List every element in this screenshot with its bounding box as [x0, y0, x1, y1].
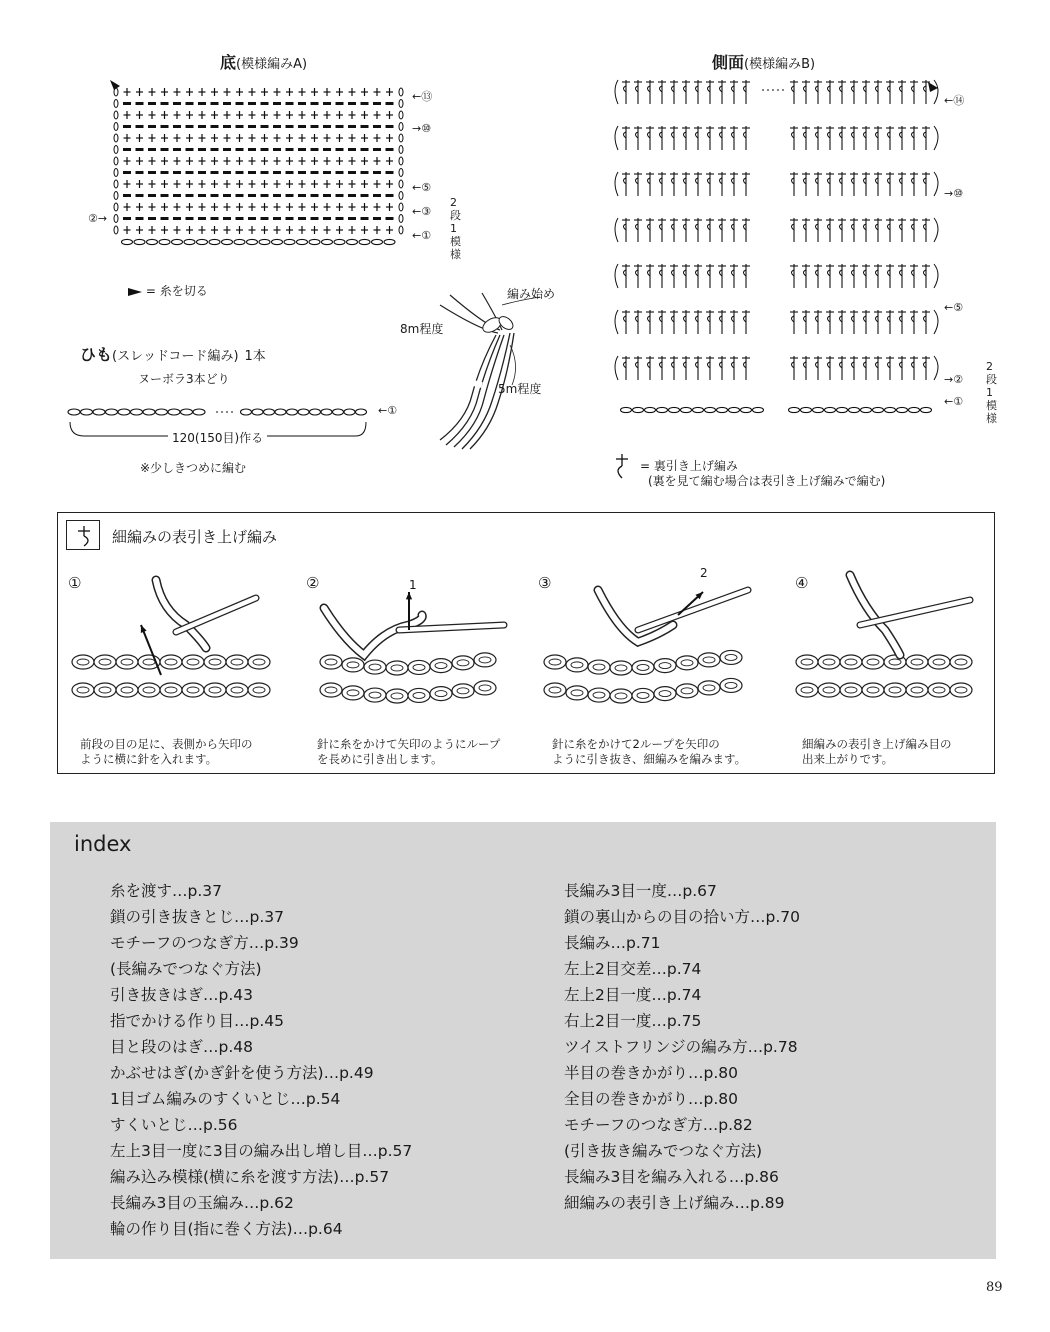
chain-stitch	[909, 407, 920, 412]
fabric-stitch	[588, 688, 610, 702]
bottom-row-label-13: ←⑬	[412, 90, 433, 103]
chain-stitch	[849, 407, 860, 412]
fabric-stitch	[204, 683, 226, 697]
turning-chain	[615, 264, 618, 288]
cord-yarn: ヌーボラ3本どり	[138, 372, 230, 386]
step-1-number: ①	[68, 574, 82, 592]
chain-stitch	[801, 407, 812, 412]
chain-stitch	[310, 409, 321, 415]
side-legend-line2: (裏を見て編む場合は表引き上げ編みで編む)	[648, 474, 886, 488]
fabric-stitch	[116, 683, 138, 697]
side-subtitle: (模様編みB)	[744, 57, 816, 72]
chain-stitch	[372, 239, 383, 244]
step-2-number: ②	[306, 574, 320, 592]
chain-stitch	[252, 409, 263, 415]
fabric-stitch	[950, 655, 972, 669]
bottom-row-label-3: ←③	[412, 205, 432, 218]
cut-triangle-icon	[128, 288, 142, 296]
chain-stitch	[359, 239, 370, 244]
bottom-row-label-2: ②→	[88, 212, 108, 225]
fabric-stitch	[248, 655, 270, 669]
step-2-caption-line1: 針に糸をかけて矢印のようにループ	[317, 737, 501, 751]
step-2-illustration	[314, 570, 514, 730]
chain-stitch	[143, 409, 155, 415]
chain-stitch	[873, 407, 884, 412]
bottom-row-label-10: →⑩	[412, 122, 432, 135]
fabric-stitch	[452, 656, 474, 670]
side-repeat-label: 2段1模様	[986, 360, 997, 425]
chain-stitch	[193, 409, 205, 415]
index-entry: 鎖の引き抜きとじ…p.37	[110, 908, 284, 926]
chain-stitch	[81, 409, 93, 415]
fabric-stitch	[698, 653, 720, 667]
turning-chain	[399, 88, 403, 96]
fabric-stitch	[94, 683, 116, 697]
fabric-stitch	[906, 683, 928, 697]
yarn-strand	[156, 580, 206, 648]
fabric-stitch	[588, 660, 610, 674]
back-post-symbol-icon	[612, 452, 632, 480]
length-5m-label: 5m程度	[498, 382, 542, 396]
chain-stitch	[861, 407, 872, 412]
fabric-stitch	[654, 659, 676, 673]
index-title: index	[74, 832, 132, 856]
step-1-illustration	[66, 570, 276, 730]
index-entry: 全目の巻きかがり…p.80	[564, 1090, 738, 1108]
bottom-stitch-chart	[110, 80, 410, 255]
chain-stitch	[241, 409, 252, 415]
fabric-stitch	[452, 684, 474, 698]
fabric-stitch	[116, 655, 138, 669]
step-4-illustration	[790, 570, 980, 730]
fabric-stitch	[544, 683, 566, 697]
chain-stitch	[921, 407, 932, 412]
index-entry: (引き抜き編みでつなぐ方法)	[564, 1142, 763, 1160]
chain-stitch	[197, 239, 208, 244]
side-row-label-2: →②	[944, 373, 964, 386]
cord-subtitle: (スレッドコード編み)	[112, 349, 239, 364]
fabric-stitch	[862, 655, 884, 669]
chain-stitch	[885, 407, 896, 412]
turning-chain	[399, 203, 403, 211]
chain-stitch	[322, 239, 333, 244]
turning-chain	[399, 146, 403, 154]
fabric-stitch	[94, 655, 116, 669]
turning-chain	[934, 356, 938, 380]
fabric-stitch	[862, 683, 884, 697]
turning-chain	[934, 310, 938, 334]
fabric-stitch	[342, 658, 364, 672]
turning-chain	[399, 157, 403, 165]
bottom-repeat-label: 2段1模様	[450, 196, 461, 261]
fabric-stitch	[840, 655, 862, 669]
technique-title: 細編みの表引き上げ編み	[112, 528, 278, 546]
chain-stitch	[181, 409, 193, 415]
fabric-stitch	[320, 683, 342, 697]
fabric-stitch	[364, 688, 386, 702]
chain-stitch	[259, 239, 270, 244]
fabric-stitch	[182, 655, 204, 669]
turning-chain	[114, 146, 118, 154]
step-4-caption-line2: 出来上がりです。	[802, 752, 894, 766]
index-entry: 輪の作り目(指に巻く方法)…p.64	[110, 1220, 343, 1238]
chain-stitch	[184, 239, 195, 244]
side-legend-line1: = 裏引き上げ編み	[640, 459, 738, 473]
step-3-number: ③	[538, 574, 552, 592]
index-entry: 目と段のはぎ…p.48	[110, 1038, 253, 1056]
chain-stitch	[334, 239, 345, 244]
fabric-stitch	[796, 655, 818, 669]
turning-chain	[114, 192, 118, 200]
cord-title-text: ひも	[80, 345, 113, 364]
bottom-row-label-5: ←⑤	[412, 181, 432, 194]
turning-chain	[615, 172, 618, 196]
chain-stitch	[172, 239, 183, 244]
chain-stitch	[333, 409, 344, 415]
index-entry: 鎖の裏山からの目の拾い方…p.70	[564, 908, 800, 926]
bottom-subtitle: (模様編みA)	[236, 57, 308, 72]
turning-chain	[615, 356, 618, 380]
turning-chain	[934, 264, 938, 288]
chain-stitch	[287, 409, 298, 415]
cut-legend-text: = 糸を切る	[145, 284, 208, 298]
index-entry: 半目の巻きかがり…p.80	[564, 1064, 738, 1082]
index-entry: モチーフのつなぎ方…p.39	[110, 934, 299, 952]
chain-stitch	[321, 409, 332, 415]
chain-stitch	[275, 409, 286, 415]
fabric-stitch	[566, 658, 588, 672]
chain-stitch	[789, 407, 800, 412]
index-entry: 左上2目交差…p.74	[564, 960, 702, 978]
length-8m-label: 8m程度	[400, 322, 444, 336]
hook-shaft	[860, 600, 970, 625]
step-2-arrow-label: 1	[409, 578, 417, 592]
fabric-stitch	[342, 686, 364, 700]
turning-chain	[934, 126, 938, 150]
chain-stitch	[717, 407, 728, 412]
page-number: 89	[986, 1280, 1003, 1295]
index-entry: 編み込み模様(横に糸を渡す方法)…p.57	[110, 1168, 390, 1186]
fabric-stitch	[430, 687, 452, 701]
chain-stitch	[753, 407, 764, 412]
fabric-stitch	[226, 683, 248, 697]
fabric-stitch	[248, 683, 270, 697]
chain-stitch	[825, 407, 836, 412]
fabric-stitch	[720, 678, 742, 692]
step-3-caption-line1: 針に糸をかけて2ループを矢印の	[552, 737, 720, 751]
chain-stitch	[156, 409, 168, 415]
chain-stitch	[633, 407, 644, 412]
turning-chain	[114, 226, 118, 234]
index-entry: モチーフのつなぎ方…p.82	[564, 1116, 753, 1134]
index-entry: 左上2目一度…p.74	[564, 986, 702, 1004]
index-entry: すくいとじ…p.56	[110, 1116, 238, 1134]
fabric-stitch	[610, 661, 632, 675]
chain-stitch	[247, 239, 258, 244]
fabric-stitch	[160, 683, 182, 697]
fabric-stitch	[884, 683, 906, 697]
step-3-illustration	[538, 570, 758, 730]
fabric-stitch	[320, 655, 342, 669]
turning-chain	[114, 111, 118, 119]
chain-stitch	[122, 239, 133, 244]
fabric-stitch	[632, 688, 654, 702]
turning-chain	[114, 134, 118, 142]
chain-stitch	[93, 409, 105, 415]
fabric-stitch	[950, 683, 972, 697]
front-post-symbol-box	[66, 520, 100, 550]
turning-chain	[114, 215, 118, 223]
fabric-stitch	[566, 686, 588, 700]
fabric-stitch	[160, 655, 182, 669]
chain-stitch	[384, 239, 395, 244]
chain-stitch	[264, 409, 275, 415]
step-3-arrow-label: 2	[700, 566, 708, 580]
fabric-stitch	[72, 655, 94, 669]
fabric-stitch	[544, 655, 566, 669]
step-2-caption	[317, 737, 500, 767]
index-entry: 長編み3目の玉編み…p.62	[110, 1194, 294, 1212]
chain-stitch	[106, 409, 118, 415]
chain-stitch	[344, 409, 355, 415]
fabric-stitch	[386, 661, 408, 675]
turning-chain	[399, 215, 403, 223]
side-title-text: 側面	[712, 53, 745, 72]
chain-stitch	[147, 239, 158, 244]
side-stitch-chart	[612, 80, 942, 425]
arrow-head	[141, 625, 147, 633]
chain-stitch	[159, 239, 170, 244]
chain-stitch	[681, 407, 692, 412]
bottom-title-text: 底	[220, 53, 237, 72]
chain-stitch	[131, 409, 143, 415]
chain-stitch	[222, 239, 233, 244]
turning-chain	[934, 172, 938, 196]
turning-chain	[615, 310, 618, 334]
fabric-stitch	[676, 656, 698, 670]
fabric-stitch	[204, 655, 226, 669]
front-post-symbol-icon	[75, 524, 93, 548]
step-4-number: ④	[795, 574, 809, 592]
turning-chain	[114, 169, 118, 177]
index-right-column	[564, 878, 800, 1216]
chain-stitch	[234, 239, 245, 244]
turning-chain	[934, 218, 938, 242]
fabric-stitch	[818, 655, 840, 669]
chain-stitch	[272, 239, 283, 244]
chain-stitch	[669, 407, 680, 412]
side-row-label-5: ←⑤	[944, 301, 964, 314]
hook-shaft	[638, 590, 748, 630]
turning-chain	[114, 180, 118, 188]
index-entry: 長編み…p.71	[564, 934, 661, 952]
step-1-caption-line2: ように横に針を入れます。	[80, 752, 218, 766]
yarn-strands-illustration	[420, 285, 560, 455]
side-row-label-1: ←①	[944, 395, 964, 408]
fabric-stitch	[698, 681, 720, 695]
fabric-stitch	[474, 653, 496, 667]
fabric-stitch	[72, 683, 94, 697]
chain-stitch	[168, 409, 180, 415]
turning-chain	[399, 169, 403, 177]
cord-note: ※少しきつめに編む	[140, 461, 247, 475]
side-row-label-14: ←⑭	[944, 94, 965, 107]
chain-stitch	[284, 239, 295, 244]
step-2-caption-line2: を長めに引き出します。	[317, 752, 443, 766]
step-1-caption	[80, 737, 253, 767]
turning-chain	[399, 100, 403, 108]
fabric-stitch	[928, 655, 950, 669]
cord-length-label: 120(150目)作る	[168, 429, 267, 446]
fabric-stitch	[676, 684, 698, 698]
chain-stitch	[657, 407, 668, 412]
chain-stitch	[297, 239, 308, 244]
bottom-row-label-1: ←①	[412, 229, 432, 242]
chain-stitch	[309, 239, 320, 244]
cord-row-label: ←①	[378, 404, 398, 417]
chain-stitch	[298, 409, 309, 415]
turning-chain	[114, 100, 118, 108]
turning-chain	[399, 134, 403, 142]
fabric-stitch	[720, 650, 742, 664]
fabric-stitch	[364, 660, 386, 674]
side-row-label-10: →⑩	[944, 187, 964, 200]
chain-stitch	[741, 407, 752, 412]
step-4-caption	[802, 737, 952, 767]
fabric-stitch	[474, 681, 496, 695]
chain-stitch	[134, 239, 145, 244]
fabric-stitch	[226, 655, 248, 669]
fabric-stitch	[182, 683, 204, 697]
turning-chain	[615, 218, 618, 242]
chain-stitch	[645, 407, 656, 412]
turning-chain	[934, 80, 938, 104]
chain-stitch	[118, 409, 130, 415]
turning-chain	[399, 111, 403, 119]
fabric-stitch	[386, 689, 408, 703]
chain-stitch	[705, 407, 716, 412]
cord-title	[80, 342, 266, 365]
turning-chain	[399, 180, 403, 188]
fabric-stitch	[430, 659, 452, 673]
index-entry: かぶせはぎ(かぎ針を使う方法)…p.49	[110, 1064, 374, 1082]
fabric-stitch	[408, 660, 430, 674]
index-entry: 長編み3目一度…p.67	[564, 882, 717, 900]
index-entry: 1目ゴム編みのすくいとじ…p.54	[110, 1090, 341, 1108]
chain-stitch	[621, 407, 632, 412]
index-panel	[50, 822, 996, 1259]
index-entry: 糸を渡す…p.37	[110, 882, 222, 900]
fabric-stitch	[408, 688, 430, 702]
index-entry: 引き抜きはぎ…p.43	[110, 986, 253, 1004]
index-entry: 長編み3目を編み入れる…p.86	[564, 1168, 779, 1186]
index-left-column	[110, 878, 412, 1242]
turning-chain	[399, 192, 403, 200]
arrow-head	[406, 592, 412, 599]
cord-count: 1本	[244, 349, 266, 364]
cut-legend	[128, 282, 208, 299]
index-entry: ツイストフリンジの編み方…p.78	[564, 1038, 798, 1056]
step-4-caption-line1: 細編みの表引き上げ編み目の	[802, 737, 952, 751]
index-entry: 細編みの表引き上げ編み…p.89	[564, 1194, 785, 1212]
index-entry: 指でかける作り目…p.45	[110, 1012, 284, 1030]
turning-chain	[114, 123, 118, 131]
turning-chain	[615, 80, 618, 104]
turning-chain	[114, 203, 118, 211]
fabric-stitch	[610, 689, 632, 703]
turning-chain	[615, 126, 618, 150]
step-3-caption	[552, 737, 746, 767]
bottom-chart-title	[220, 50, 307, 73]
cut-triangle-icon	[110, 80, 120, 90]
chain-stitch	[356, 409, 367, 415]
start-label: 編み始め	[507, 287, 556, 301]
chain-stitch	[837, 407, 848, 412]
chain-stitch	[693, 407, 704, 412]
index-entry: (長編みでつなぐ方法)	[110, 960, 262, 978]
chain-stitch	[68, 409, 80, 415]
fabric-stitch	[818, 683, 840, 697]
hook-shaft	[176, 598, 256, 632]
step-3-caption-line2: ように引き抜き、細編みを編みます。	[552, 752, 747, 766]
fabric-stitch	[840, 683, 862, 697]
fabric-stitch	[796, 683, 818, 697]
fabric-stitch	[928, 683, 950, 697]
chain-stitch	[347, 239, 358, 244]
index-entry: 左上3目一度に3目の編み出し増し目…p.57	[110, 1142, 413, 1160]
turning-chain	[114, 157, 118, 165]
chain-stitch	[209, 239, 220, 244]
fabric-stitch	[632, 660, 654, 674]
side-chart-title	[712, 50, 815, 73]
chain-stitch	[813, 407, 824, 412]
turning-chain	[399, 123, 403, 131]
fabric-stitch	[906, 655, 928, 669]
chain-stitch	[729, 407, 740, 412]
index-entry: 右上2目一度…p.75	[564, 1012, 702, 1030]
fabric-stitch	[654, 687, 676, 701]
chain-stitch	[897, 407, 908, 412]
step-1-caption-line1: 前段の目の足に、表側から矢印の	[80, 737, 253, 751]
turning-chain	[399, 226, 403, 234]
fabric-stitch	[138, 683, 160, 697]
